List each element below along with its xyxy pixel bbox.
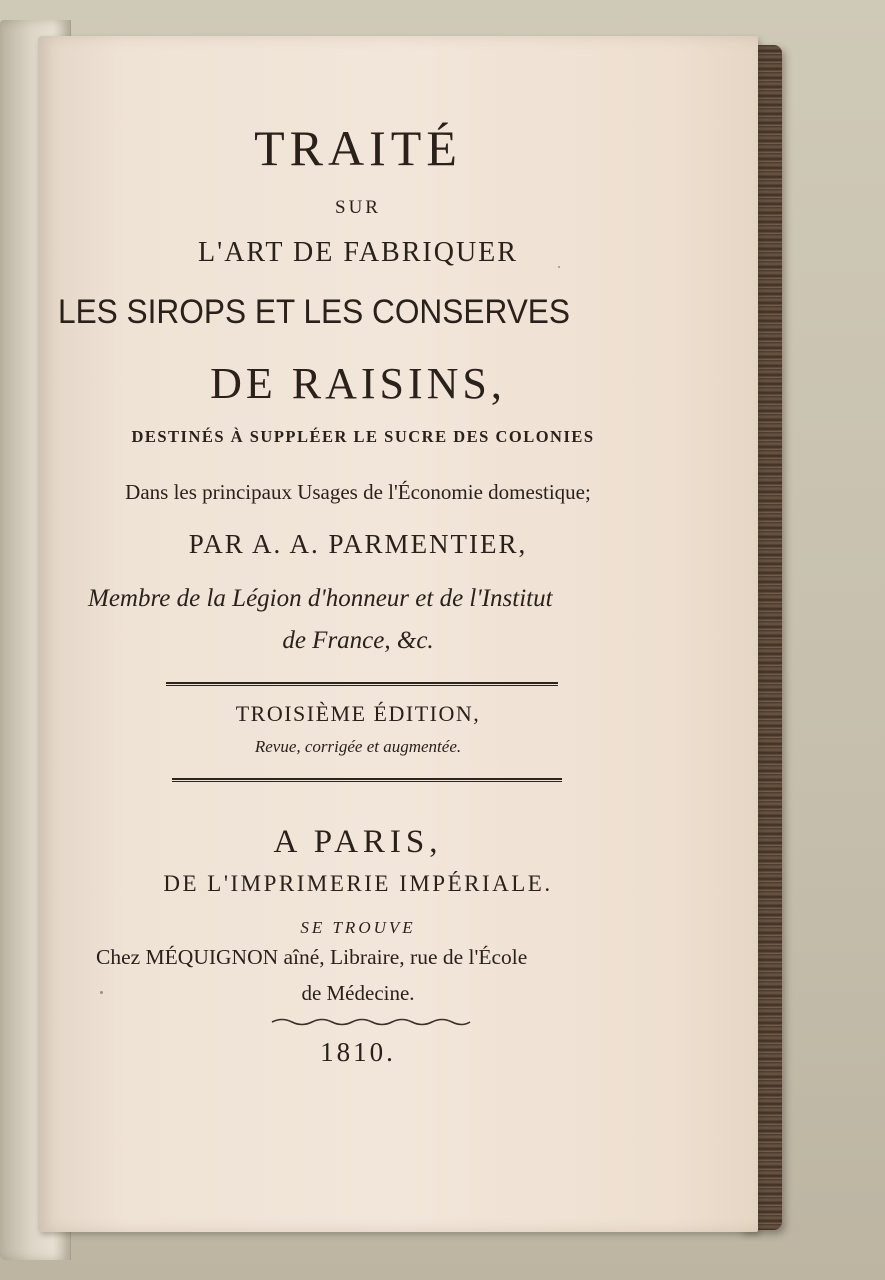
divider-rule-bottom: [172, 778, 562, 782]
subtitle-line-1: L'ART DE FABRIQUER: [198, 237, 518, 268]
book-title: TRAITÉ: [254, 120, 462, 176]
ornamental-flourish: [270, 1016, 472, 1028]
imprint-place: A PARIS,: [273, 824, 443, 860]
purpose-line-2: Dans les principaux Usages de l'Économie domestique;: [125, 480, 591, 504]
edition-label: TROISIÈME ÉDITION,: [235, 701, 481, 726]
paper-speck: [100, 991, 103, 994]
author-title-line-1: Membre de la Légion d'honneur et de l'Institut: [88, 585, 553, 612]
subtitle-line-2: LES SIROPS ET LES CONSERVES: [58, 293, 570, 331]
bookseller-line-1: Chez MÉQUIGNON aîné, Libraire, rue de l'École: [96, 945, 528, 969]
divider-rule-top: [166, 682, 558, 686]
purpose-line-1: DESTINÉS À SUPPLÉER LE SUCRE DES COLONIES: [131, 427, 595, 446]
author-title-line-2: de France, &c.: [282, 627, 434, 654]
paper-speck: [558, 266, 560, 268]
publication-year: 1810.: [320, 1037, 396, 1067]
subtitle-line-3: DE RAISINS,: [210, 359, 506, 408]
sold-at-label: SE TROUVE: [300, 918, 416, 937]
imprint-printer: DE L'IMPRIMERIE IMPÉRIALE.: [163, 871, 553, 896]
bookseller-line-2: de Médecine.: [301, 981, 415, 1005]
title-connector: SUR: [335, 197, 381, 218]
edition-note: Revue, corrigée et augmentée.: [254, 737, 462, 756]
title-page: [38, 36, 758, 1232]
author-name: PAR A. A. PARMENTIER,: [188, 529, 528, 559]
